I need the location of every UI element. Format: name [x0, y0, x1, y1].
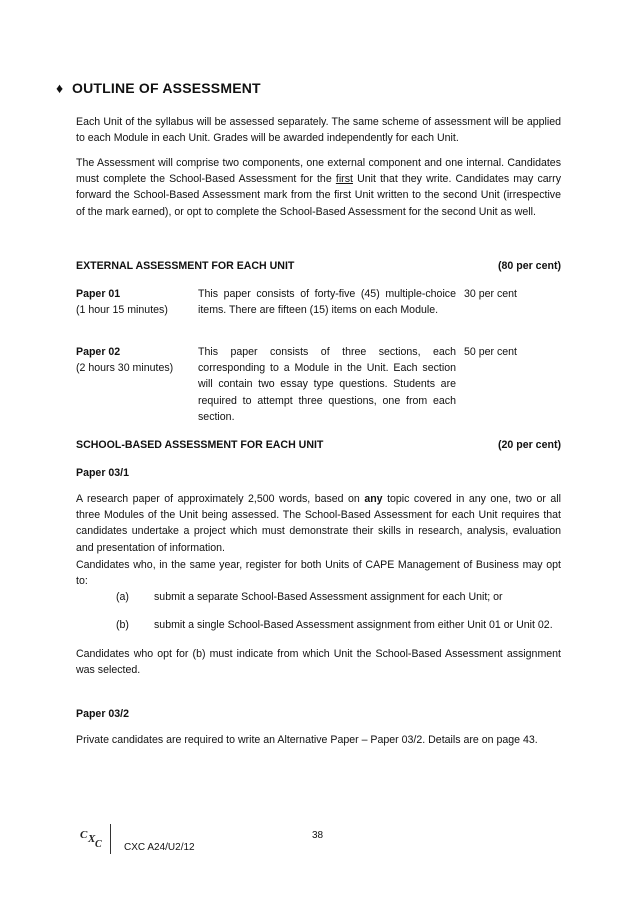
external-weight: (80 per cent)	[498, 260, 561, 272]
paper-02-duration: (2 hours 30 minutes)	[76, 362, 174, 375]
paper-01-duration: (1 hour 15 minutes)	[76, 304, 168, 317]
external-title: EXTERNAL ASSESSMENT FOR EACH UNIT	[76, 260, 295, 272]
external-assessment-header	[76, 258, 561, 274]
paper-01-weight: 30 per cent	[464, 288, 518, 300]
sba-paragraph-4: Private candidates are required to write an Alternative Paper – Paper 03/2. Details are on page 43.	[76, 734, 538, 746]
paper-032-heading: Paper 03/2	[76, 708, 130, 720]
intro-paragraph-1: Each Unit of the syllabus will be assessed separately. The same scheme of assessment will be applied to each Module in each Unit. Grades will be awarded independently for each Unit.	[76, 116, 561, 145]
sba-weight: (20 per cent)	[498, 439, 561, 451]
option-b-label: (b)	[116, 619, 129, 631]
option-a-text: submit a separate School-Based Assessment assignment for each Unit; or	[154, 591, 503, 603]
cxc-logo-icon	[80, 826, 106, 850]
paper-02-name: Paper 02	[76, 346, 121, 358]
option-a	[116, 589, 503, 605]
document-code: CXC A24/U2/12	[124, 842, 195, 853]
sba-paragraph-1: A research paper of approximately 2,500 words, based on any topic covered in any one, two or all three Modules of the Unit being assessed. The School-Based Assessment for each Unit requires that candidates undertake a project which must demonstrate their skills in research, analysis, evaluation and presentation of information.	[76, 493, 561, 554]
logo-letter-c1: C	[80, 829, 88, 841]
page-number: 38	[312, 830, 324, 841]
sba-paragraph-3: Candidates who opt for (b) must indicate from which Unit the School-Based Assessment assignment was selected.	[76, 648, 561, 677]
option-b	[116, 617, 553, 633]
intro-paragraph-2: The Assessment will comprise two components, one external component and one internal. Candidates must complete the School-Based Assessment for the first Unit that they write. Candidates may carry forward the School-Based Assessment mark from the first Unit written to the second Unit (irrespective of the mark earned), or opt to complete the School-Based Assessment for the second Unit as well.	[76, 157, 561, 218]
bullet-diamond-icon: ♦	[56, 80, 64, 96]
paper-01-name: Paper 01	[76, 288, 121, 300]
paper-031-heading: Paper 03/1	[76, 467, 130, 479]
underlined-first: first	[335, 173, 353, 186]
section-heading	[56, 80, 261, 96]
bold-any: any	[364, 493, 383, 505]
heading-title: OUTLINE OF ASSESSMENT	[72, 80, 261, 96]
paper-02-weight: 50 per cent	[464, 346, 518, 358]
footer-divider	[110, 824, 111, 854]
option-b-text: submit a single School-Based Assessment assignment from either Unit 01 or Unit 02.	[154, 619, 553, 631]
paper-01-row	[76, 286, 561, 320]
paper-01-description: This paper consists of forty-five (45) multiple-choice items. There are fifteen (15) items on each Module.	[198, 288, 456, 317]
sba-title: SCHOOL-BASED ASSESSMENT FOR EACH UNIT	[76, 439, 324, 451]
sba-paragraph-2: Candidates who, in the same year, register for both Units of CAPE Management of Business may opt to:	[76, 559, 561, 588]
sba-header	[76, 437, 561, 453]
logo-letter-c2: C	[95, 839, 102, 850]
option-a-label: (a)	[116, 591, 129, 603]
paper-02-row	[76, 344, 561, 426]
paper-02-description: This paper consists of three sections, each corresponding to a Module in the Unit. Each section will contain two essay type questions. Students are required to attempt three questions, one from each section.	[198, 346, 456, 423]
logo-letter-x: X	[88, 833, 96, 845]
